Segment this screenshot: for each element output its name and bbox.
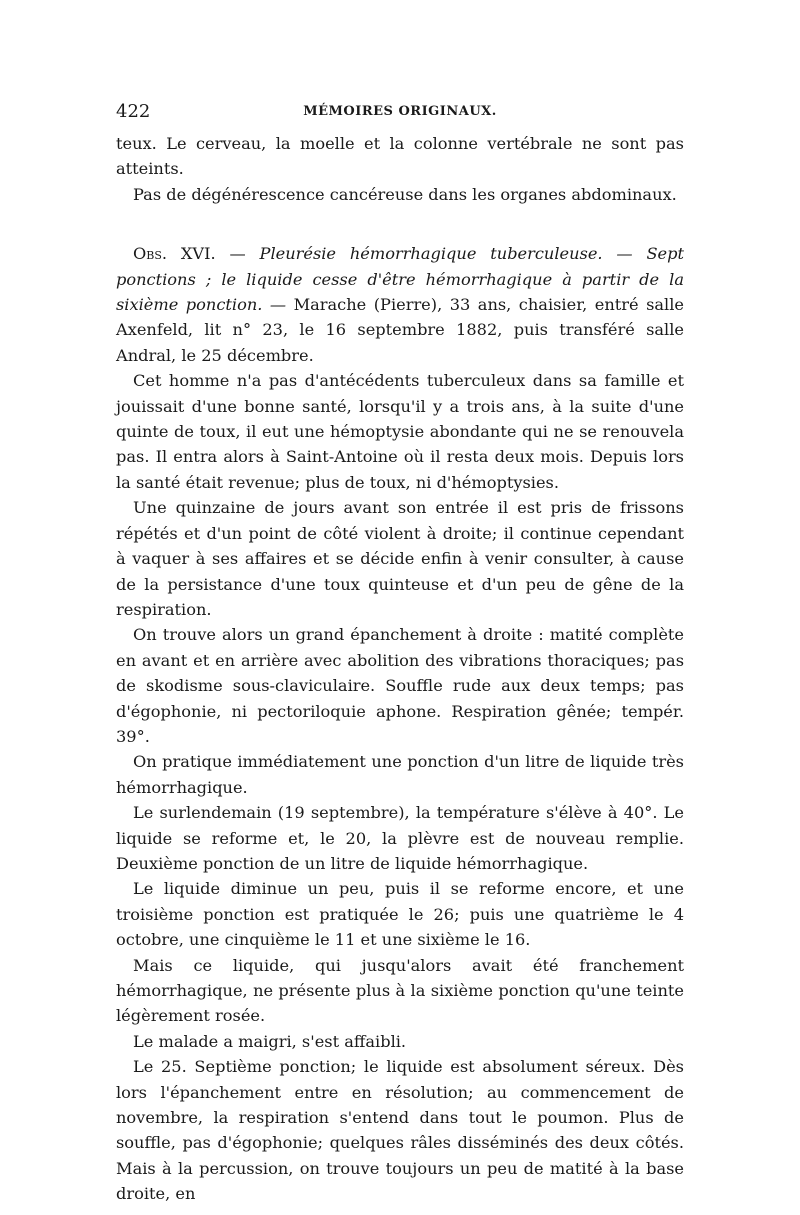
paragraph-abdominal: Pas de dégénérescence cancéreuse dans les organes abdominaux.	[133, 184, 677, 204]
observation-intro: Marache (Pierre), 33 ans, chaisier, entré salle Axenfeld, lit n° 23, le 16 septembre 1882, puis transféré salle Andral, le 25 décembre.	[116, 295, 684, 365]
case-paragraph: Le malade a maigri, s'est affaibli.	[133, 1031, 407, 1051]
running-title: MÉMOIRES ORIGINAUX.	[303, 104, 497, 119]
case-paragraph: Le 25. Septième ponction; le liquide est absolument séreux. Dès lors l'épanchement entre en résolution; au commencement de novembre, la respiration s'entend dans tout le poumon. Plus de souffle, pas d'égophonie; quelques râles disséminés des deux côtés. Mais à la percussion, on trouve toujours un peu de matité à la base droite, en	[116, 1057, 684, 1204]
case-paragraph: Cet homme n'a pas d'antécédents tuberculeux dans sa famille et jouissait d'une bonne santé, lorsqu'il y a trois ans, à la suite d'une quinte de toux, il eut une hémoptysie abondante qui ne se renouvela pas. Il entra alors à Saint-Antoine où il resta deux mois. Depuis lors la santé était revenue; plus de toux, ni d'hémoptysies.	[116, 371, 684, 492]
page-body	[116, 131, 684, 1207]
case-paragraph: On pratique immédiatement une ponction d'un litre de liquide très hémorrhagique.	[116, 752, 684, 797]
case-paragraph: Une quinzaine de jours avant son entrée il est pris de frissons répétés et d'un point de côté violent à droite; il continue cependant à vaquer à ses affaires et se décide enfin à venir consulter, à cause de la persistance d'une toux quinteuse et d'un peu de gêne de la respiration.	[116, 498, 684, 619]
observation-label: Obs. XVI. —	[133, 244, 246, 264]
section-gap	[116, 207, 684, 241]
case-paragraph: Mais ce liquide, qui jusqu'alors avait été franchement hémorrhagique, ne présente plus à la sixième ponction qu'une teinte légèrement rosée.	[116, 955, 684, 1026]
page-header	[116, 101, 684, 125]
observation-title: Pleurésie hémorrhagique tuberculeuse. — Sept ponctions ; le liquide cesse d'être hémorrhagique à partir de la sixième ponction. —	[116, 244, 684, 315]
case-paragraph: Le surlendemain (19 septembre), la température s'élève à 40°. Le liquide se reforme et, le 20, la plèvre est de nouveau remplie. Deuxième ponction de un litre de liquide hémorrhagique.	[116, 803, 684, 873]
page-number: 422	[116, 101, 151, 122]
observation-heading	[116, 241, 684, 368]
case-paragraph: Le liquide diminue un peu, puis il se reforme encore, et une troisième ponction est pratiquée le 26; puis une quatrième le 4 octobre, une cinquième le 11 et une sixième le 16.	[116, 879, 684, 950]
case-paragraph: On trouve alors un grand épanchement à droite : matité complète en avant et en arrière avec abolition des vibrations thoraciques; pas de skodisme sous-claviculaire. Souffle rude aux deux temps; pas d'égophonie, ni pectoriloquie aphone. Respiration gênée; tempér. 39°.	[116, 625, 684, 746]
paragraph-continuation: teux. Le cerveau, la moelle et la colonne vertébrale ne sont pas atteints.	[116, 134, 684, 179]
